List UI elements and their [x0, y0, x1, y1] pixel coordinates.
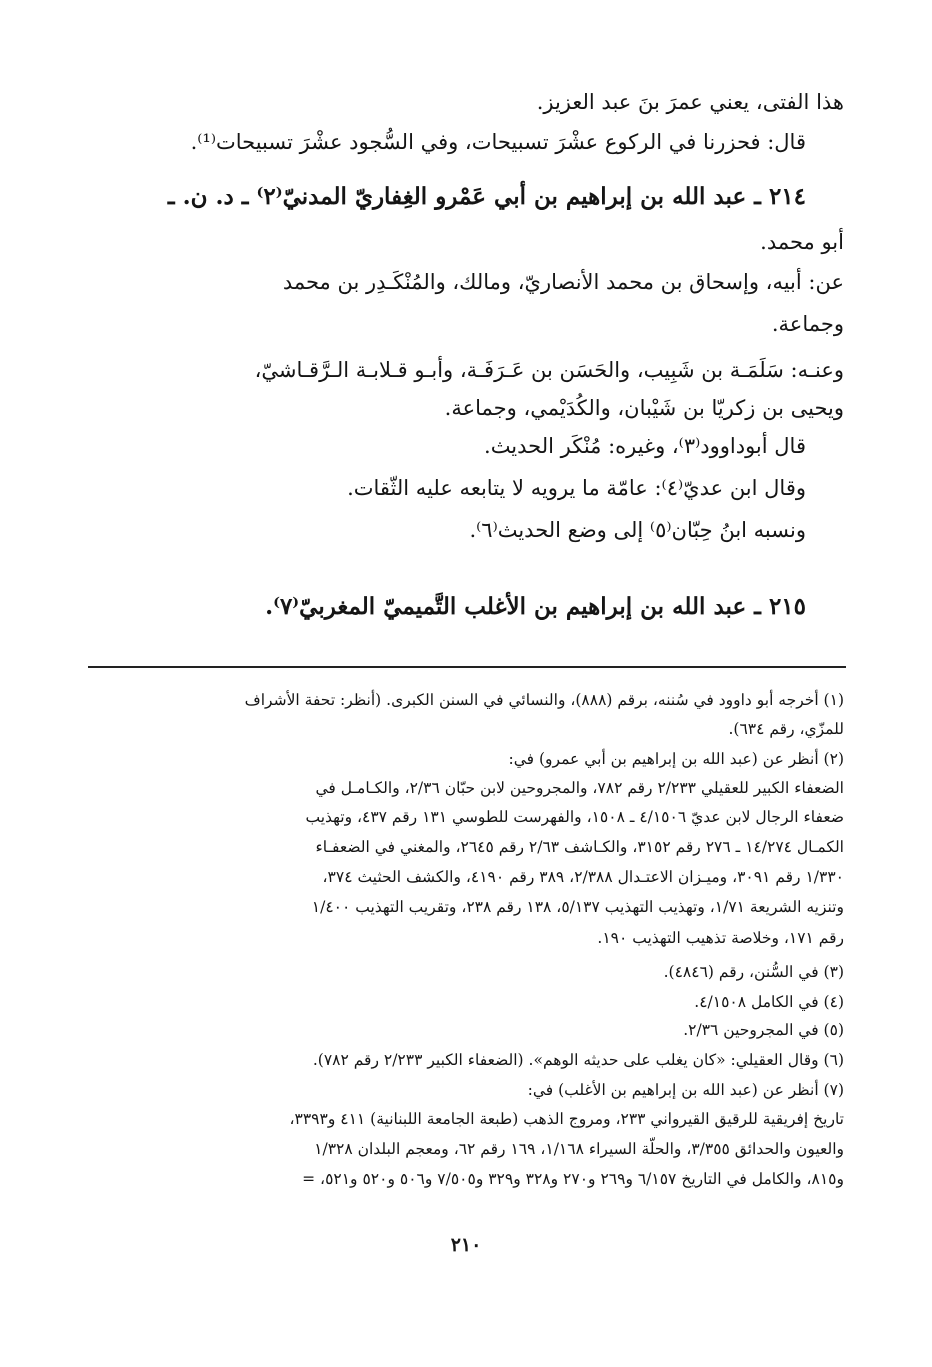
body-line: وقال ابن عديّ⁽٤⁾: عامّة ما يرويه لا يتابعه عليه الثّقات.	[347, 476, 806, 500]
footnote-line: الكمـال ١٤/٢٧٤ ـ ٢٧٦ رقم ٣١٥٢، والكـاشف ٢/٦٣ رقم ٢٦٤٥، والمغني في الضعفـاء	[315, 838, 844, 856]
footnote-line: الضعفاء الكبير للعقيلي ٢/٢٣٣ رقم ٧٨٢، والمجروحين لابن حبّان ٢/٣٦، والكـامـل في	[315, 779, 844, 797]
footnote-line: (٧) أنظر عن (عبد الله بن إبراهيم بن الأغلب) في:	[527, 1081, 844, 1099]
footnote-line: (٤) في الكامل ٤/١٥٠٨.	[694, 993, 844, 1011]
footnote-line: (٣) في السُّنن، رقم (٤٨٤٦).	[663, 963, 844, 981]
body-line: قال أبوداوود⁽٣⁾، وغيره: مُنْكَر الحديث.	[484, 434, 806, 458]
footnote-line: رقم ١٧١، وخلاصة تذهيب التهذيب ١٩٠.	[597, 929, 844, 947]
body-line: أبو محمد.	[760, 230, 844, 254]
footnote-separator	[88, 666, 846, 668]
body-line: هذا الفتى، يعني عمرَ بنَ عبد العزيز.	[536, 90, 844, 114]
entry-215-heading: ٢١٥ ـ عبد الله بن إبراهيم بن الأغلب التَّميميّ المغربيّ⁽٧⁾.	[265, 593, 806, 620]
body-line: وجماعة.	[771, 312, 844, 336]
footnote-line: ضعفاء الرجال لابن عديّ ٤/١٥٠٦ ـ ١٥٠٨، والفهرست للطوسي ١٣١ رقم ٤٣٧، وتهذيب	[305, 808, 844, 826]
entry-214-heading: ٢١٤ ـ عبد الله بن إبراهيم بن أبي عَمْرو الغِفاريّ المدنيّ⁽٢⁾ ـ د. ن. ـ	[167, 183, 806, 210]
footnote-line: تاريخ إفريقية للرقيق القيرواني ٢٣٣، ومروج الذهب (طبعة الجامعة اللبنانية) ٤١١ و٣٣٩٣،	[289, 1110, 844, 1128]
body-line: ويحيى بن زكريّا بن شَيْبان، والكُدَيْمي، وجماعة.	[444, 396, 844, 420]
footnote-line: (٦) وقال العقيلي: «كان يغلب على حديثه الوهم». (الضعفاء الكبير ٢/٢٣٣ رقم ٧٨٢).	[312, 1051, 844, 1069]
footnote-line: (١) أخرجه أبو داوود في سُننه، برقم (٨٨٨)، والنسائي في السنن الكبرى. (أنظر: تحفة الأشراف	[244, 691, 844, 709]
body-line: ونسبه ابنُ حِبّان⁽٥⁾ إلى وضع الحديث⁽٦⁾.	[469, 518, 806, 542]
footnote-line: للمزّي، رقم ٦٣٤).	[728, 720, 844, 738]
footnote-line: (٢) أنظر عن (عبد الله بن إبراهيم بن أبي عمرو) في:	[508, 750, 844, 768]
footnote-line: والعيون والحدائق ٣/٣٥٥، والحلّة السيراء ١/١٦٨، ١٦٩ رقم ٦٢، ومعجم البلدان ١/٣٢٨	[314, 1140, 844, 1158]
body-line: قال: فحزرنا في الركوع عشْرَ تسبيحات، وفي السُّجود عشْرَ تسبيحات⁽¹⁾.	[190, 130, 806, 154]
footnote-line: وتنزيه الشريعة ١/٧١، وتهذيب التهذيب ٥/١٣٧، ١٣٨ رقم ٢٣٨، وتقريب التهذيب ١/٤٠٠	[311, 898, 844, 916]
footnote-line: (٥) في المجروحين ٢/٣٦.	[683, 1021, 844, 1039]
footnote-line: ١/٣٣٠ رقم ٣٠٩١، وميـزان الاعتـدال ٢/٣٨٨، ٣٨٩ رقم ٤١٩٠، والكشف الحثيث ٣٧٤،	[322, 868, 844, 886]
footnote-line: و٨١٥، والكامل في التاريخ ٦/١٥٧ و٢٦٩ و٢٧٠ و٣٢٨ و٣٢٩ و٧/٥٠٥ و٥٠٦ و٥٢٠ و٥٢١، =	[302, 1170, 844, 1188]
page-number: ٢١٠	[450, 1234, 482, 1256]
body-line: عن: أبيه، وإسحاق بن محمد الأنصاريّ، ومالك، والمُنْكَـدِر بن محمد	[282, 270, 844, 294]
body-line: وعنـه: سَلَمَـة بن شَبِيب، والحَسَن بن عَـرَفَـة، وأبـو قـلابـة الـرَّقـاشيّ،	[254, 358, 844, 382]
